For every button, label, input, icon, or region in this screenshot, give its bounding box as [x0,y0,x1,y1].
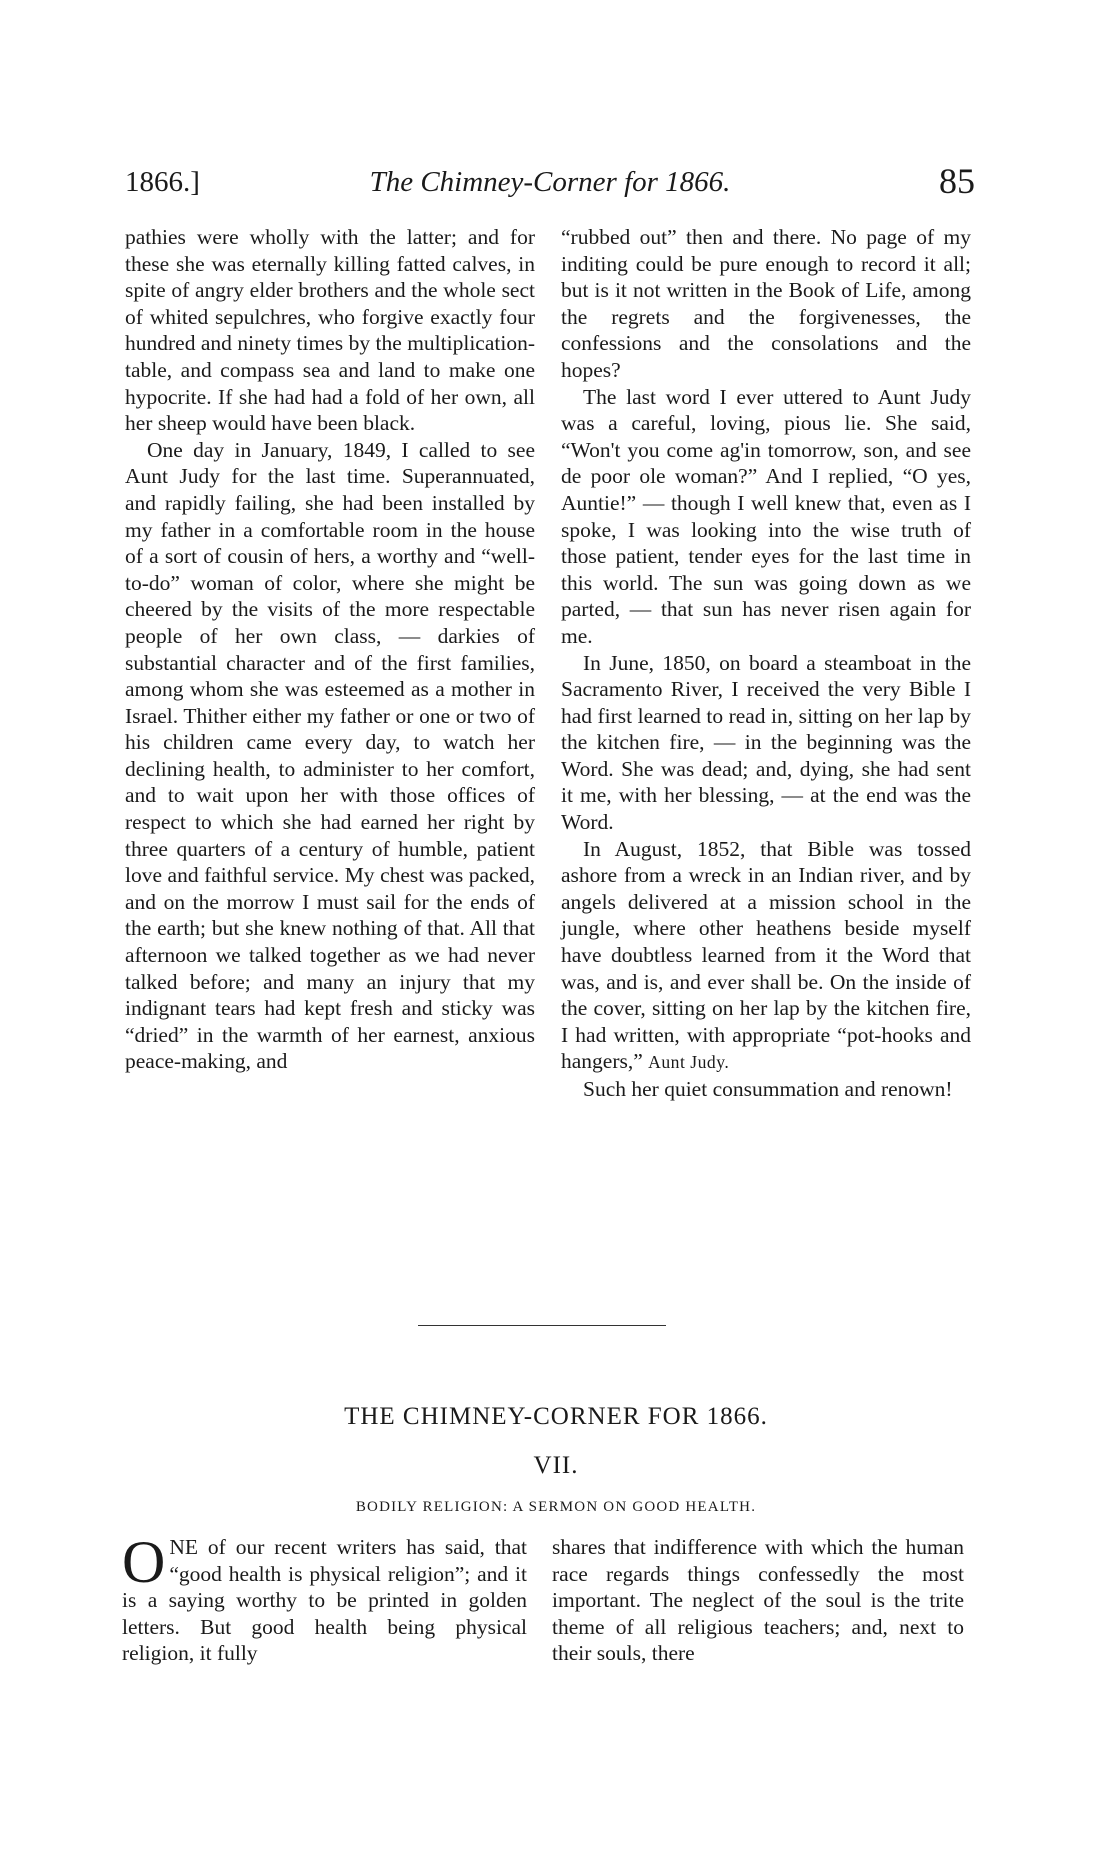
paragraph: Such her quiet consummation and renown! [583,1077,953,1101]
running-header [125,160,975,212]
article-subtitle: BODILY RELIGION: A SERMON ON GOOD HEALTH. [355,1499,757,1515]
drop-cap: O [122,1529,166,1595]
page-number: 85 [939,161,975,201]
paragraph: The last word I ever uttered to Aunt Judy was a careful, loving, pious lie. She said, “Won't you come ag'in tomorrow, son, and see de poor ole woman?” And I replied, “O yes, Auntie!” — though I well knew that, even as I spoke, I was looking into the wise truth of those patient, tender eyes for the last time in this world. The sun was going down as we parted, — that sun has never risen again for me. [561,384,971,648]
paragraph-text: In August, 1852, that Bible was tossed ashore from a wreck in an Indian river, and by angels delivered at a mission school in the jungle, where other heathens beside myself have doubtless learned from it the Word that was, and is, and ever shall be. On the inside of the cover, sitting on her lap by the kitchen fire, I had written, with appropriate “pot-hooks and hangers,” [561,836,971,1074]
header-title: The Chimney-Corner for 1866. [369,166,731,198]
paragraph: shares that indifference with which the human race regards things confessedly the most important. The neglect of the soul is the trite theme of all religious teachers; and, next to their souls, there [552,1535,964,1666]
article-column-left [122,1529,527,1667]
paragraph [561,836,971,1076]
article-number: VII. [533,1452,579,1479]
paragraph: pathies were wholly with the latter; and for these she was eternally killing fatted calves, in spite of angry elder brothers and the whole sect of whited sepulchres, who forgive exactly four hundred and ninety times by the multiplication-table, and compass sea and land to make one hypocrite. If she had had a fold of her own, all her sheep would have been black. [125,225,535,436]
column-right [561,224,971,1103]
paragraph [122,1529,527,1667]
paragraph: In June, 1850, on board a steamboat in the Sacramento River, I received the very Bible I had first learned to read in, sitting on her lap by the kitchen fire, — in the beginning was the Word. She was dead; and, dying, she had sent it me, with her blessing, — at the end was the Word. [561,650,971,835]
paragraph: One day in January, 1849, I called to see Aunt Judy for the last time. Superannuated, and rapidly failing, she had been installed by my father in a comfortable room in the house of a sort of cousin of hers, a worthy and “well-to-do” woman of color, where she might be cheered by the visits of the more respectable people of her own class, — darkies of substantial character and of the first families, among whom she was esteemed as a mother in Israel. Thither either my father or one or two of his children came every day, to watch her declining health, to administer to her comfort, and to wait upon her with those offices of respect to which she had earned her right by three quarters of a century of humble, patient love and faithful service. My chest was packed, and on the morrow I must sail for the ends of the earth; but she knew nothing of that. All that afternoon we talked together as we had never talked before; and many an injury that my indignant tears had kept fresh and sticky was “dried” in the warmth of her earnest, anxious peace-making, and [125,437,535,1074]
signature: Aunt Judy. [648,1052,730,1073]
article-column-right [552,1534,964,1667]
paragraph-text: NE of our recent writers has said, that “good health is physical religion”; and it is a saying worthy to be printed in golden letters. But good health being physical religion, it fully [122,1535,527,1666]
header-date: 1866.] [125,166,200,198]
column-left [125,224,535,1075]
section-divider [418,1325,666,1326]
article-title: THE CHIMNEY-CORNER FOR 1866. [344,1403,768,1430]
paragraph: “rubbed out” then and there. No page of my inditing could be pure enough to record it all; but is it not written in the Book of Life, among the regrets and the forgivenesses, the confessions and the consolations and the hopes? [561,225,971,382]
